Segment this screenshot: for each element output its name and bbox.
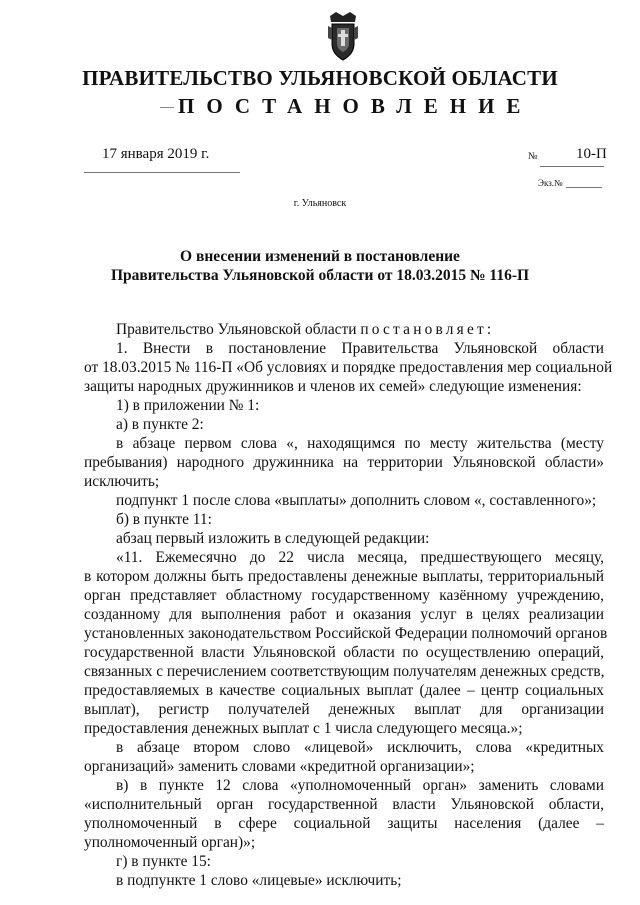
body-line: государственной власти Ульяновской области по осуществлению операций, [84,644,604,661]
body-line: г) в пункте 15: [116,853,211,870]
body-line: от 18.03.2015 № 116-П «Об условиях и порядке предоставления мер социальной [84,359,613,376]
document-number: 10-П [576,146,607,162]
subject-line-2: Правительства Ульяновской области от 18.03.2015 № 116-П [110,267,530,284]
document-type: ПОСТАНОВЛЕНИЕ [178,94,533,118]
body-line: «11. Ежемесячно до 22 числа месяца, предшествующего месяцу, [116,549,604,566]
body-line: связанных с перечислением соответствующим получателям денежных средств, [84,663,605,680]
number-underline [540,166,604,167]
body-line: 1. Внести в постановление Правительства Ульяновской области [116,340,604,357]
body-line: уполномоченный орган)»; [84,834,256,851]
body-line: а) в пункте 2: [116,416,204,433]
copy-number-label: Экз.№ [538,178,563,188]
body-line: в) в пункте 12 слова «уполномоченный орган» заменить словами [116,777,604,794]
body-line: защиты народных дружинников и членов их семей» следующие изменения: [84,378,582,395]
date-underline [84,172,240,173]
copy-number-underline [566,187,602,188]
body-line: в подпункте 1 слово «лицевые» исключить; [116,872,402,889]
body-line: установленных законодательством Российской Федерации полномочий органов [84,625,608,642]
body-line: абзац первый изложить в следующей редакции: [116,530,430,547]
number-label: № [528,151,538,162]
city: г. Ульяновск [293,198,347,209]
body-line: предоставления денежных выплат с 1 числа следующего месяца.»; [84,720,523,737]
body-line: предоставляемых в качестве социальных выплат (далее – центр социальных [84,682,604,699]
body-line: б) в пункте 11: [116,511,212,528]
body-line: 1) в приложении № 1: [116,397,260,414]
subject-line-1: О внесении изменений в постановление [180,248,460,265]
body-line: организаций» заменить словами «кредитной организации»; [84,758,475,775]
document-date: 17 января 2019 г. [102,146,210,162]
intro-lead: Правительство Ульяновской области [116,321,361,338]
government-title: ПРАВИТЕЛЬСТВО УЛЬЯНОВСКОЙ ОБЛАСТИ [82,66,558,90]
body-line: в абзаце первом слова «, находящимся по месту жительства (месту [116,435,604,452]
body-line: исключить; [84,473,160,490]
intro-paragraph [84,320,604,339]
body-line: «исполнительный орган государственной власти Ульяновской области, [84,796,604,813]
body-line: пребывания) народного дружинника на территории Ульяновской области» [84,454,604,471]
body-line: в абзаце втором слово «лицевой» исключить, слова «кредитных [116,739,604,756]
body-line: орган представляет областному государственному казённому учреждению, [84,587,604,604]
body-line: в котором должны быть предоставлены денежные выплаты, территориальный [84,568,604,585]
coat-of-arms-icon [326,10,360,62]
intro-verb: постановляет: [360,321,495,338]
body-line: выплат), регистр получателей денежных выплат для организации [84,701,604,718]
body-line: уполномоченный в сфере социальной защиты населения (далее – [84,815,604,832]
body-line: созданному для выполнения работ и оказания услуг в целях реализации [84,606,604,623]
decorative-dash [160,107,174,108]
body-line: подпункт 1 после слова «выплаты» дополнить словом «, составленного»; [116,492,597,509]
